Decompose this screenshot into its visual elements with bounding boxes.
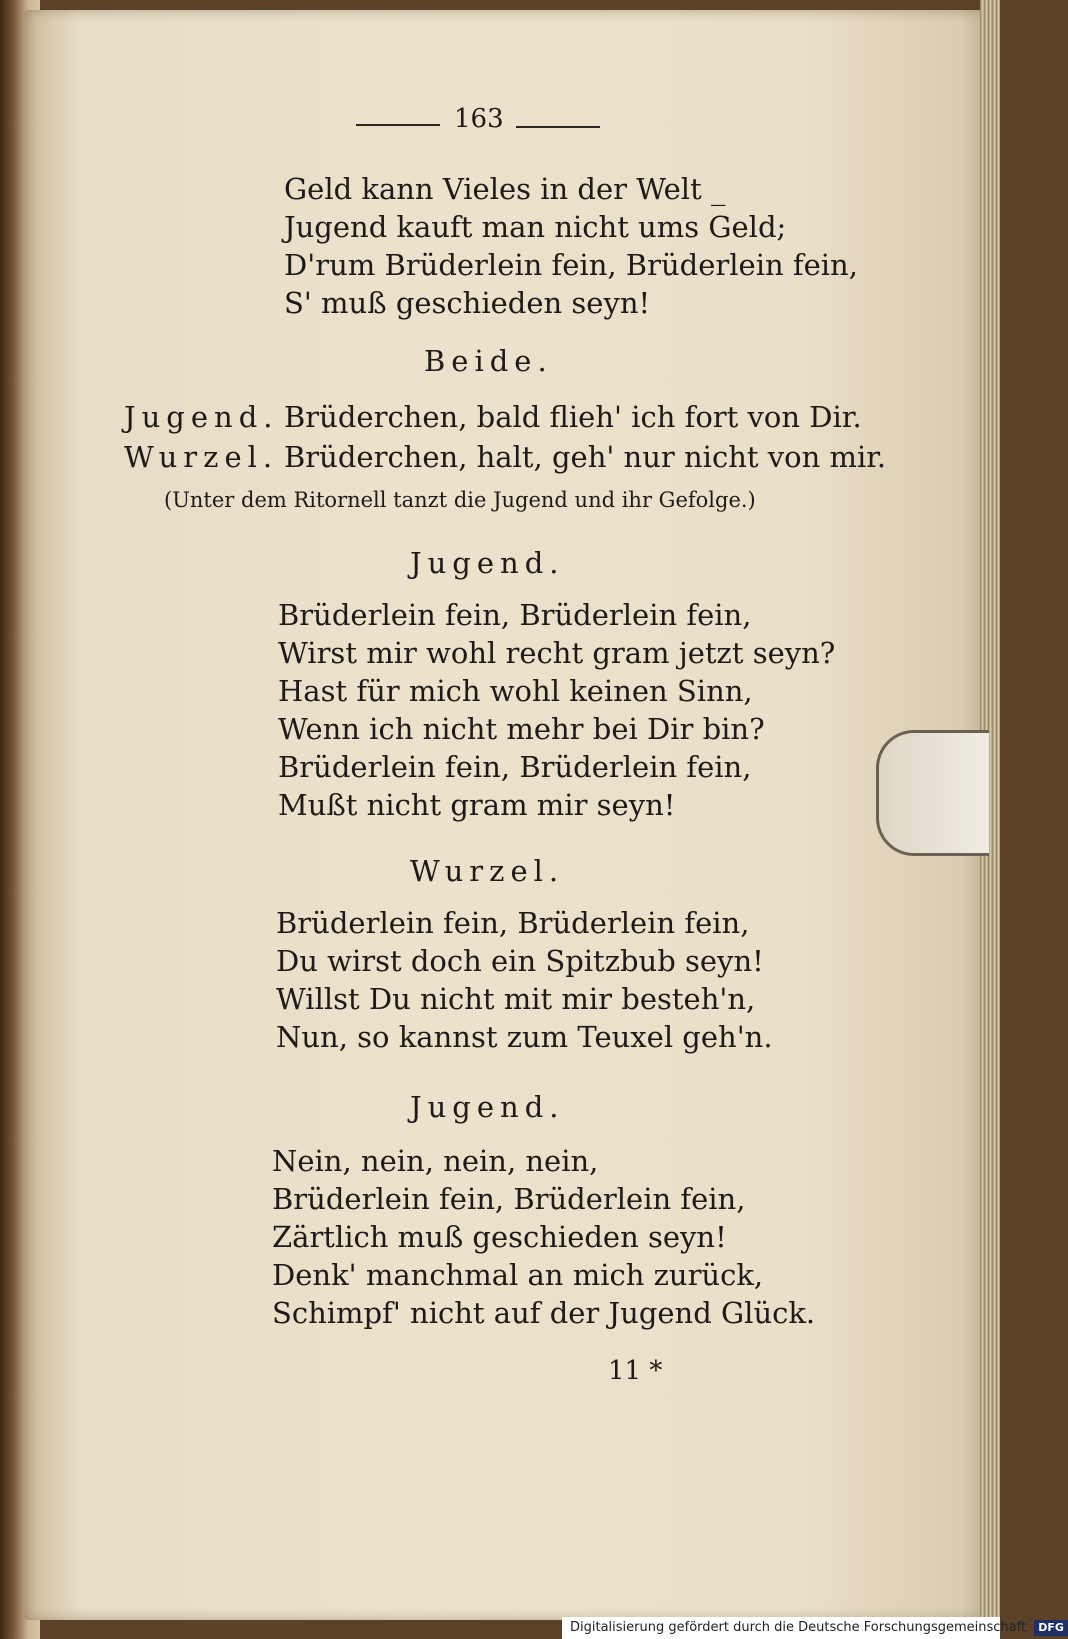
speaker-heading: Jugend. xyxy=(410,1090,565,1124)
verse-line: Denk' manchmal an mich zurück, xyxy=(272,1258,764,1292)
verse-line: Brüderlein fein, Brüderlein fein, xyxy=(278,750,752,784)
dfg-logo: DFG xyxy=(1034,1620,1068,1636)
speaker-heading: Beide. xyxy=(424,344,553,378)
verse-line: Brüderlein fein, Brüderlein fein, xyxy=(278,598,752,632)
dialogue-line: Brüderchen, halt, geh' nur nicht von mir. xyxy=(284,440,887,474)
stage-direction: (Unter dem Ritornell tanzt die Jugend und ihr Gefolge.) xyxy=(164,488,756,512)
verse-line: Schimpf' nicht auf der Jugend Glück. xyxy=(272,1296,816,1330)
verse-line: Mußt nicht gram mir seyn! xyxy=(278,788,676,822)
verse-line: Nun, so kannst zum Teuxel geh'n. xyxy=(276,1020,773,1054)
verse-line: Geld kann Vieles in der Welt _ xyxy=(284,172,726,206)
verse-line: Brüderlein fein, Brüderlein fein, xyxy=(276,906,750,940)
signature-mark: 11 * xyxy=(608,1356,663,1386)
digitization-footer xyxy=(562,1617,1064,1639)
verse-line: Willst Du nicht mit mir besteh'n, xyxy=(276,982,756,1016)
header-rule-left xyxy=(356,124,440,126)
verse-line: Wirst mir wohl recht gram jetzt seyn? xyxy=(278,636,836,670)
verse-line: D'rum Brüderlein fein, Brüderlein fein, xyxy=(284,248,858,282)
speaker-heading: Jugend. xyxy=(410,546,565,580)
page-clip xyxy=(876,730,989,856)
speaker-label: Jugend. xyxy=(124,400,279,434)
verse-line: Nein, nein, nein, nein, xyxy=(272,1144,599,1178)
verse-line: Wenn ich nicht mehr bei Dir bin? xyxy=(278,712,765,746)
verse-line: Jugend kauft man nicht ums Geld; xyxy=(284,210,787,244)
page-number: 163 xyxy=(454,104,504,134)
verse-line: Zärtlich muß geschieden seyn! xyxy=(272,1220,727,1254)
speaker-label: Wurzel. xyxy=(124,440,279,474)
verse-line: S' muß geschieden seyn! xyxy=(284,286,651,320)
footer-text: Digitalisierung gefördert durch die Deutsche Forschungsgemeinschaft xyxy=(570,1620,1027,1635)
verse-line: Brüderlein fein, Brüderlein fein, xyxy=(272,1182,746,1216)
speaker-heading: Wurzel. xyxy=(410,854,565,888)
header-rule-right xyxy=(516,126,600,128)
dialogue-line: Brüderchen, bald flieh' ich fort von Dir. xyxy=(284,400,862,434)
verse-line: Hast für mich wohl keinen Sinn, xyxy=(278,674,753,708)
verse-line: Du wirst doch ein Spitzbub seyn! xyxy=(276,944,764,978)
